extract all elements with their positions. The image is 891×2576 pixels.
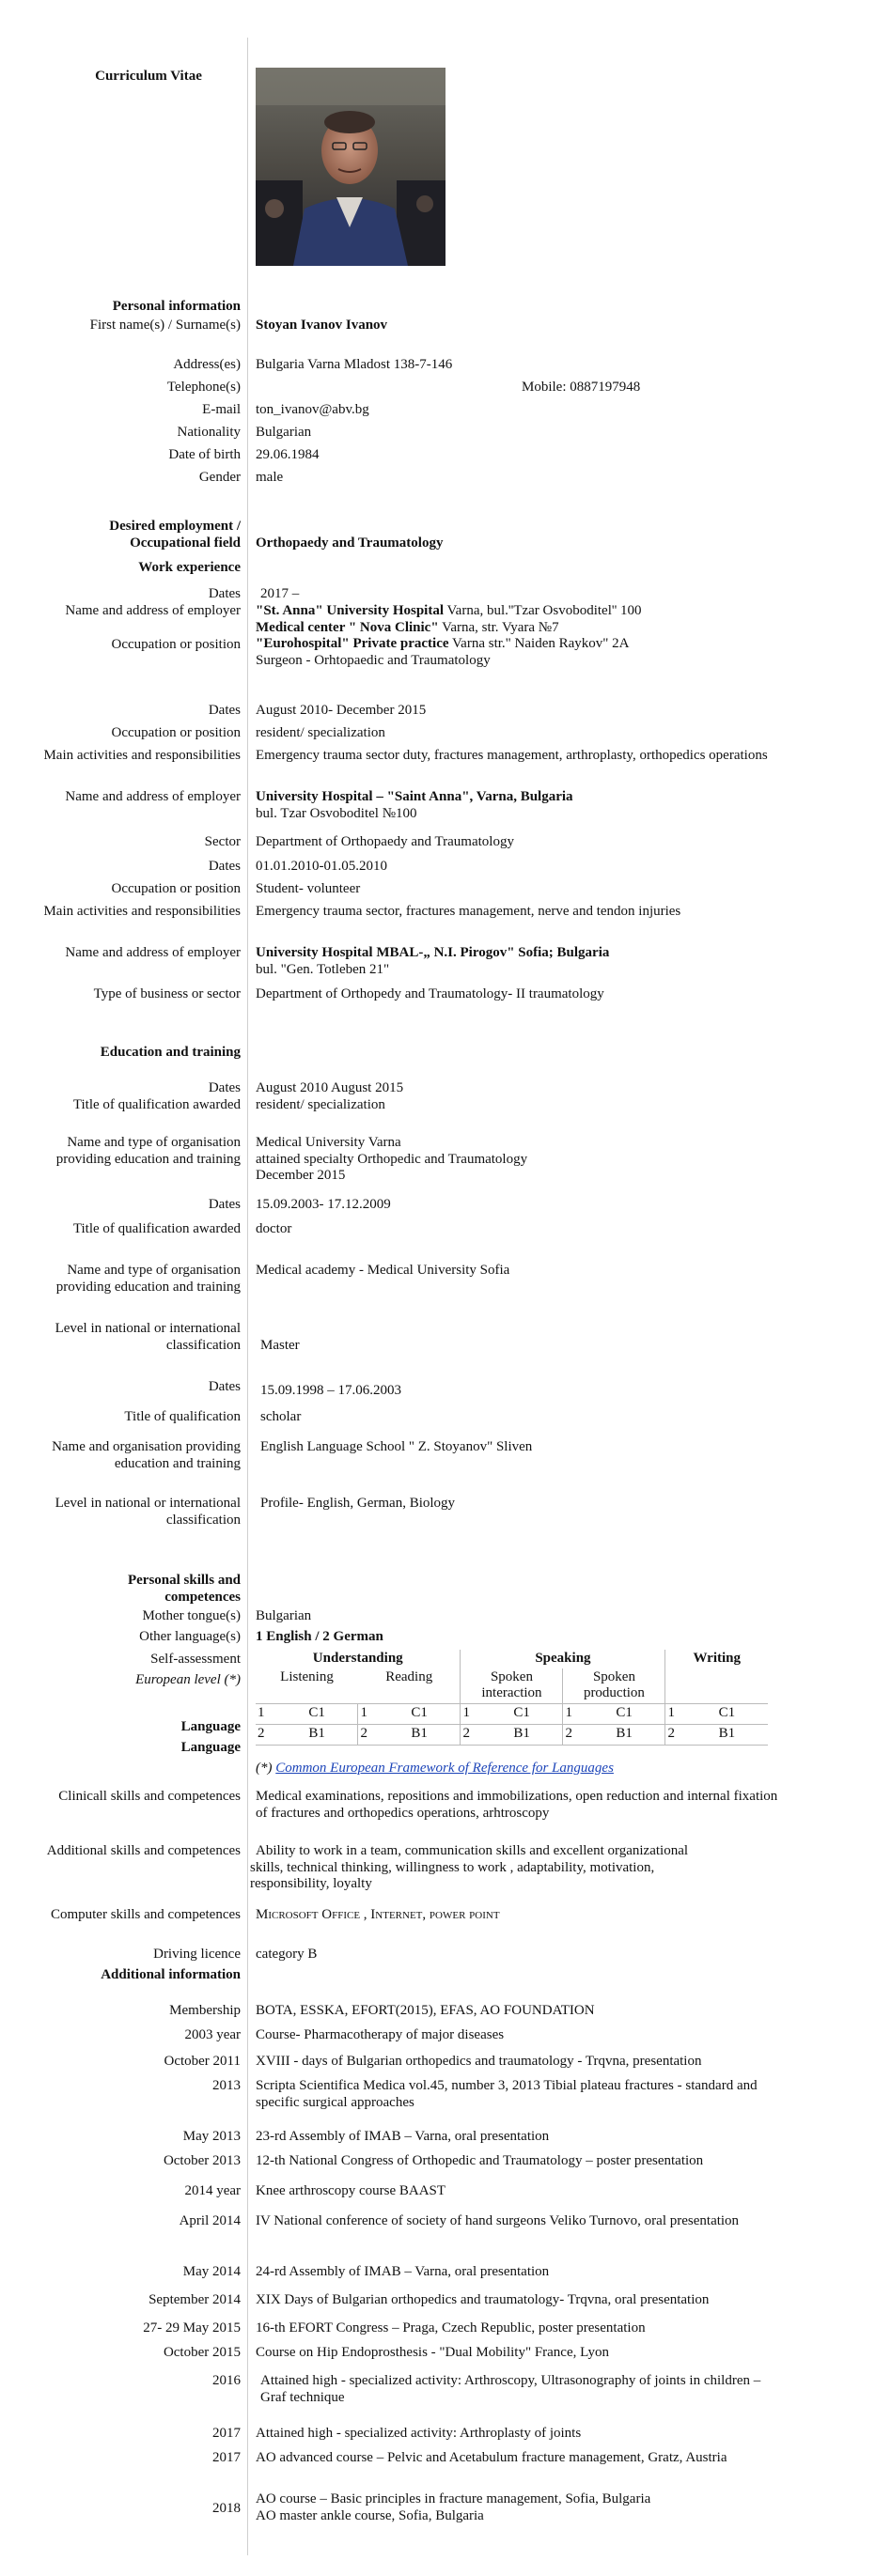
item-label: 2017 bbox=[212, 2450, 241, 2465]
additional-skills-line2: skills, technical thinking, willingness to work , adaptability, motivation, bbox=[250, 1859, 655, 1875]
item-text-line1: AO course – Basic principles in fracture management, Sofia, Bulgaria bbox=[256, 2491, 651, 2506]
sub-listening: Listening bbox=[280, 1668, 334, 1684]
cell: B1 bbox=[276, 1725, 358, 1746]
cell: B1 bbox=[584, 1725, 665, 1746]
cell: B1 bbox=[686, 1725, 768, 1746]
job3-occupation: Student- volunteer bbox=[256, 881, 361, 896]
ed2-title-label: Title of qualification awarded bbox=[72, 1221, 241, 1236]
item-label: May 2013 bbox=[182, 2129, 241, 2144]
ed1-org-line3: December 2015 bbox=[256, 1168, 346, 1184]
additional-skills bbox=[250, 1843, 852, 1893]
item-text: Attained high - specialized activity: Arthroscopy, Ultrasonography of joints in children – Graf technique bbox=[260, 2373, 761, 2405]
nationality-value: Bulgarian bbox=[256, 425, 312, 440]
clinical-skills-label: Clinicall skills and competences bbox=[58, 1789, 241, 1804]
item-text: Course on Hip Endoprosthesis - "Dual Mobility" France, Lyon bbox=[256, 2345, 609, 2360]
job2-sector-label: Sector bbox=[204, 834, 241, 849]
job3-business: Department of Orthopedy and Traumatology- II traumatology bbox=[256, 986, 604, 1001]
table-subheader-row bbox=[256, 1668, 768, 1704]
additional-skills-line1: Ability to work in a team, communication skills and excellent organizational bbox=[256, 1843, 689, 1858]
item-label: May 2014 bbox=[182, 2264, 241, 2279]
ed1-org-line1: Medical University Varna bbox=[256, 1135, 401, 1150]
additional-skills-label: Additional skills and competences bbox=[46, 1843, 241, 1858]
ed3-title: scholar bbox=[260, 1409, 302, 1424]
other-languages: 1 English / 2 German bbox=[256, 1629, 383, 1644]
cell: 1 bbox=[461, 1704, 481, 1725]
section-additional-information: Additional information bbox=[101, 1967, 241, 1982]
table-header-row bbox=[256, 1650, 768, 1668]
item-text: XIX Days of Bulgarian orthopedics and traumatology- Trqvna, oral presentation bbox=[256, 2292, 710, 2307]
table-row bbox=[256, 1725, 768, 1746]
cell: 2 bbox=[563, 1725, 584, 1746]
item-text: 12-th National Congress of Orthopedic and Traumatology – poster presentation bbox=[256, 2153, 704, 2168]
ed2-org: Medical academy - Medical University Sofia bbox=[256, 1263, 510, 1278]
ed1-org-label: Name and type of organisation providing education and training bbox=[55, 1135, 241, 1167]
section-education: Education and training bbox=[100, 1045, 241, 1060]
mother-tongue-label: Mother tongue(s) bbox=[142, 1608, 241, 1623]
job2-sector: Department of Orthopaedy and Traumatology bbox=[256, 834, 514, 849]
full-name: Stoyan Ivanov Ivanov bbox=[256, 318, 388, 333]
profile-photo bbox=[256, 68, 446, 266]
gender-label: Gender bbox=[198, 470, 241, 485]
mother-tongue: Bulgarian bbox=[256, 1608, 312, 1623]
job1-line1: "St. Anna" University Hospital Varna, bul.''Tzar Osvoboditel'' 100 bbox=[256, 603, 642, 618]
cell: 2 bbox=[665, 1725, 686, 1746]
ed1-org-line2: attained specialty Orthopedic and Traumatology bbox=[256, 1151, 528, 1167]
nationality-label: Nationality bbox=[177, 425, 241, 440]
cell: C1 bbox=[584, 1704, 665, 1725]
cefr-note bbox=[256, 1761, 857, 1777]
ed1-org bbox=[256, 1135, 857, 1185]
ed2-dates-label: Dates bbox=[208, 1197, 241, 1212]
cell: C1 bbox=[481, 1704, 563, 1725]
ed1-dates-label: Dates bbox=[208, 1080, 241, 1095]
table-row bbox=[256, 1704, 768, 1725]
job2-activities: Emergency trauma sector duty, fractures management, arthroplasty, orthopedics operations bbox=[256, 748, 768, 763]
additional-skills-line3: responsibility, loyalty bbox=[250, 1876, 372, 1892]
job3-employer-address: bul. "Gen. Totleben 21" bbox=[256, 961, 390, 977]
sub-writing-blank bbox=[665, 1668, 768, 1704]
col-understanding: Understanding bbox=[312, 1651, 403, 1666]
ed3-title-label: Title of qualification bbox=[124, 1409, 241, 1424]
email-value[interactable]: ton_ivanov@abv.bg bbox=[256, 402, 369, 417]
job3-occupation-label: Occupation or position bbox=[111, 881, 241, 896]
job3-dates: 01.01.2010-01.05.2010 bbox=[256, 859, 387, 874]
desired-employment-value: Orthopaedy and Traumatology bbox=[256, 535, 444, 551]
col-writing: Writing bbox=[665, 1650, 768, 1668]
item-text bbox=[256, 2491, 857, 2524]
job3-activities-label: Main activities and responsibilities bbox=[43, 904, 241, 919]
address-value: Bulgaria Varna Mladost 138-7-146 bbox=[256, 357, 453, 372]
item-label: 2003 year bbox=[184, 2027, 241, 2042]
gender-value: male bbox=[256, 470, 284, 485]
ed2-level: Master bbox=[260, 1338, 300, 1353]
item-label: 2016 bbox=[212, 2373, 241, 2388]
computer-skills: Microsoft Office , Internet, power point bbox=[256, 1907, 500, 1922]
item-label: 2014 year bbox=[184, 2183, 241, 2198]
section-personal-skills: Personal skills and competences bbox=[127, 1573, 241, 1605]
driving-licence: category B bbox=[256, 1947, 318, 1962]
language-label-2: Language bbox=[180, 1740, 241, 1755]
job2-occupation: resident/ specialization bbox=[256, 725, 385, 740]
job1-line3: "Eurohospital" Private practice Varna str." Naiden Raykov" 2A bbox=[256, 636, 630, 652]
driving-licence-label: Driving licence bbox=[153, 1947, 241, 1962]
job2-employer-label: Name and address of employer bbox=[65, 789, 241, 804]
page-title: Curriculum Vitae bbox=[95, 69, 202, 84]
item-text: IV National conference of society of hand surgeons Veliko Turnovo, oral presentation bbox=[256, 2213, 740, 2228]
job3-employer-name: University Hospital MBAL-„ N.I. Pirogov" Sofia; Bulgaria bbox=[256, 945, 610, 960]
job3-employer bbox=[256, 945, 857, 978]
cell: 1 bbox=[665, 1704, 686, 1725]
item-text-line2: AO master ankle course, Sofia, Bulgaria bbox=[256, 2507, 484, 2523]
cell: C1 bbox=[276, 1704, 358, 1725]
ed2-dates: 15.09.2003- 17.12.2009 bbox=[256, 1197, 391, 1212]
ed1-dates: August 2010 August 2015 bbox=[256, 1080, 404, 1095]
cell: 2 bbox=[256, 1725, 276, 1746]
ed3-org: English Language School " Z. Stoyanov" Sliven bbox=[260, 1439, 533, 1454]
column-divider bbox=[247, 38, 248, 2555]
item-label: 2018 bbox=[212, 2501, 241, 2516]
item-label: 27- 29 May 2015 bbox=[143, 2320, 241, 2335]
job3-business-label: Type of business or sector bbox=[93, 986, 241, 1001]
european-level-label: European level (*) bbox=[135, 1672, 241, 1687]
item-text: 23-rd Assembly of IMAB – Varna, oral presentation bbox=[256, 2129, 550, 2144]
cell: 1 bbox=[563, 1704, 584, 1725]
item-text: 24-rd Assembly of IMAB – Varna, oral presentation bbox=[256, 2264, 550, 2279]
job1-employer bbox=[256, 603, 857, 670]
section-personal-information: Personal information bbox=[112, 299, 241, 314]
item-text: Knee arthroscopy course BAAST bbox=[256, 2183, 446, 2198]
ed3-level-label: Level in national or international classification bbox=[55, 1496, 241, 1528]
job1-line4: Surgeon - Orhtopaedic and Traumatology bbox=[256, 653, 491, 669]
cell: B1 bbox=[481, 1725, 563, 1746]
self-assessment-label: Self-assessment bbox=[150, 1652, 241, 1667]
item-text: XVIII - days of Bulgarian orthopedics and traumatology - Trqvna, presentation bbox=[256, 2054, 702, 2069]
ed2-title: doctor bbox=[256, 1221, 292, 1236]
telephone-label: Telephone(s) bbox=[166, 380, 241, 395]
col-speaking: Speaking bbox=[461, 1650, 665, 1668]
ed3-level: Profile- English, German, Biology bbox=[260, 1496, 456, 1511]
language-self-assessment-table bbox=[256, 1650, 768, 1746]
dob-label: Date of birth bbox=[168, 447, 241, 462]
item-text: BOTA, ESSKA, EFORT(2015), EFAS, AO FOUNDATION bbox=[256, 2003, 595, 2018]
item-label: October 2011 bbox=[164, 2054, 241, 2069]
ed2-level-label: Level in national or international classification bbox=[55, 1321, 241, 1353]
ed1-title: resident/ specialization bbox=[256, 1097, 385, 1112]
dob-value: 29.06.1984 bbox=[256, 447, 320, 462]
job1-occupation-label: Occupation or position bbox=[111, 637, 241, 652]
clinical-skills: Medical examinations, repositions and immobilizations, open reduction and internal fixation of fractures and orthopedics operations, arhtroscopy bbox=[256, 1789, 778, 1821]
language-label-1: Language bbox=[180, 1719, 241, 1734]
job1-employer-label: Name and address of employer bbox=[65, 603, 241, 618]
job1-line2: Medical center " Nova Clinic" Varna, str. Vyara №7 bbox=[256, 619, 559, 635]
cell: B1 bbox=[379, 1725, 461, 1746]
item-text: AO advanced course – Pelvic and Acetabulum fracture management, Gratz, Austria bbox=[256, 2450, 727, 2465]
sub-spoken-production: Spoken production bbox=[563, 1668, 665, 1704]
cell: C1 bbox=[379, 1704, 461, 1725]
job2-activities-label: Main activities and responsibilities bbox=[43, 748, 241, 763]
job3-activities: Emergency trauma sector, fractures management, nerve and tendon injuries bbox=[256, 904, 681, 919]
ed3-org-label: Name and organisation providing education and training bbox=[52, 1439, 241, 1471]
job2-employer bbox=[256, 789, 857, 822]
ed3-dates: 15.09.1998 – 17.06.2003 bbox=[260, 1383, 401, 1398]
cell: 2 bbox=[461, 1725, 481, 1746]
job1-dates-label: Dates bbox=[208, 586, 241, 601]
job3-dates-label: Dates bbox=[208, 859, 241, 874]
ed3-dates-label: Dates bbox=[208, 1379, 241, 1394]
item-label: October 2015 bbox=[163, 2345, 241, 2360]
job2-employer-address: bul. Tzar Osvoboditel №100 bbox=[256, 805, 417, 821]
cell: 1 bbox=[256, 1704, 276, 1725]
other-languages-label: Other language(s) bbox=[139, 1629, 241, 1644]
sub-reading: Reading bbox=[385, 1668, 433, 1684]
item-label: April 2014 bbox=[179, 2213, 241, 2228]
desired-employment-label: Desired employment / Occupational field bbox=[109, 519, 241, 551]
computer-skills-label: Computer skills and competences bbox=[50, 1907, 241, 1922]
job2-dates-label: Dates bbox=[208, 703, 241, 718]
item-label: 2017 bbox=[212, 2426, 241, 2441]
job2-employer-name: University Hospital – "Saint Anna", Varna, Bulgaria bbox=[256, 789, 573, 804]
ed1-title-label: Title of qualification awarded bbox=[72, 1097, 241, 1112]
item-label: October 2013 bbox=[163, 2153, 241, 2168]
item-text: Course- Pharmacotherapy of major diseases bbox=[256, 2027, 505, 2042]
item-label: September 2014 bbox=[148, 2292, 241, 2307]
item-text: 16-th EFORT Congress – Praga, Czech Republic, poster presentation bbox=[256, 2320, 646, 2335]
address-label: Address(es) bbox=[173, 357, 241, 372]
job3-employer-label: Name and address of employer bbox=[65, 945, 241, 960]
item-label: Membership bbox=[169, 2003, 241, 2018]
job1-dates: 2017 – bbox=[260, 586, 300, 601]
ed2-org-label: Name and type of organisation providing education and training bbox=[55, 1263, 241, 1295]
cefr-link[interactable]: Common European Framework of Reference for Languages bbox=[275, 1761, 614, 1776]
cell: 1 bbox=[358, 1704, 379, 1725]
email-label: E-mail bbox=[202, 402, 241, 417]
job2-dates: August 2010- December 2015 bbox=[256, 703, 427, 718]
item-label: 2013 bbox=[212, 2078, 241, 2093]
sub-spoken-interaction: Spoken interaction bbox=[461, 1668, 563, 1704]
job2-occupation-label: Occupation or position bbox=[111, 725, 241, 740]
item-text: Attained high - specialized activity: Arthroplasty of joints bbox=[256, 2426, 582, 2441]
cefr-prefix: (*) bbox=[256, 1761, 276, 1776]
item-text: Scripta Scientifica Medica vol.45, number 3, 2013 Tibial plateau fractures - standard and specific surgical approaches bbox=[256, 2078, 758, 2110]
mobile-value: Mobile: 0887197948 bbox=[522, 380, 641, 395]
section-work-experience: Work experience bbox=[138, 560, 241, 575]
cell: 2 bbox=[358, 1725, 379, 1746]
name-label: First name(s) / Surname(s) bbox=[89, 318, 241, 333]
cell: C1 bbox=[686, 1704, 768, 1725]
